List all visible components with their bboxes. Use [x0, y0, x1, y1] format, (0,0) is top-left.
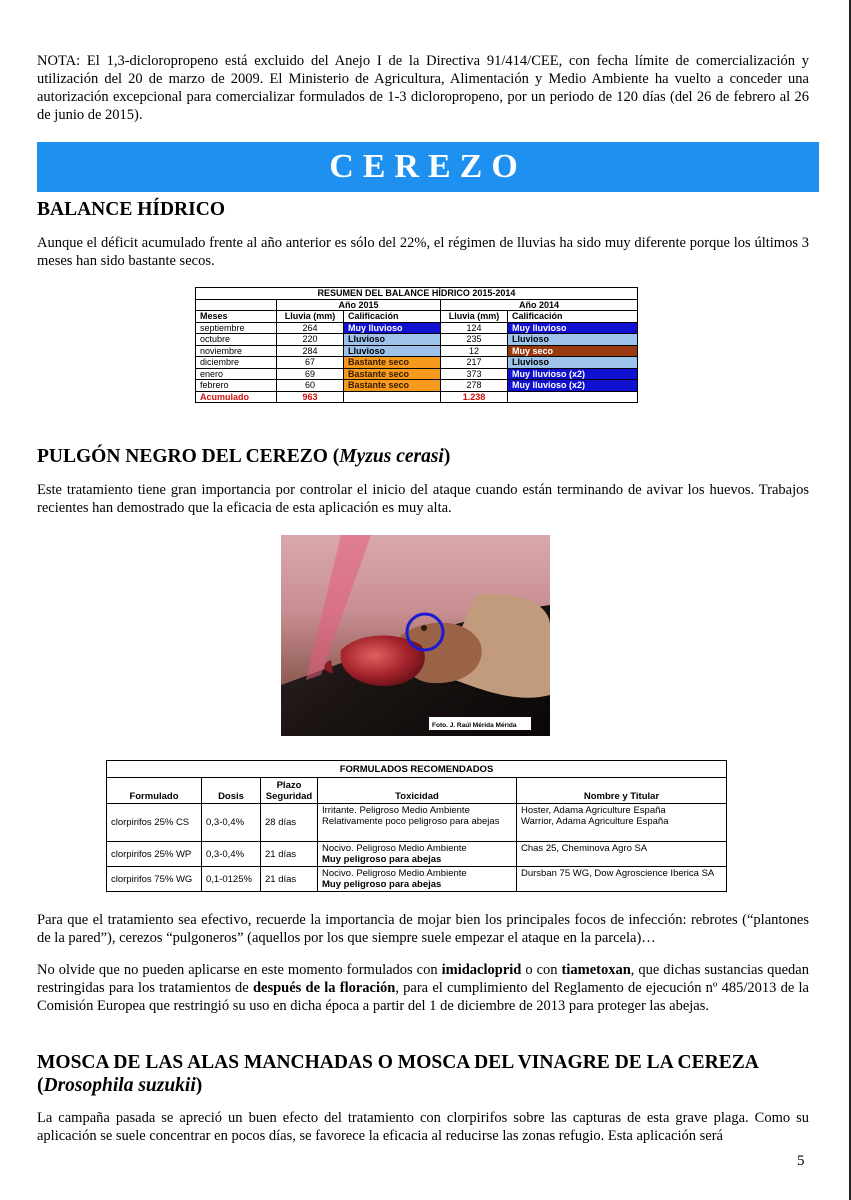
nombre-cell: Dursban 75 WG, Dow Agroscience Iberica SA — [517, 867, 727, 892]
page-number: 5 — [797, 1153, 805, 1169]
toxicidad-cell: Nocivo. Peligroso Medio Ambiente Muy peligroso para abejas — [318, 867, 517, 892]
col-month: Meses — [196, 311, 277, 323]
rain-cell: 284 — [277, 345, 344, 357]
rating-cell: Muy lluvioso (x2) — [508, 368, 638, 380]
dosis-cell: 0,3-0,4% — [202, 842, 261, 867]
table-row — [196, 368, 638, 380]
total-2014: 1.238 — [441, 391, 508, 403]
photo-credit: Foto. J. Raúl Mérida Mérida — [432, 722, 517, 729]
pulgon-paragraph-3: No olvide que no pueden aplicarse en este momento formulados con imidacloprid o con tiametoxan, que dichas sustancias quedan restringidas para los tratamientos de después de la floración, para el cumplimiento del Reglamento de ejecución nº 485/2013 de la Comisión Europea que restringió su uso en dicha época a partir del 1 de diciembre de 2013 para proteger las abejas. — [37, 962, 809, 1014]
col-rain-2014: Lluvia (mm) — [441, 311, 508, 323]
rain-cell: 60 — [277, 380, 344, 392]
formulados-table — [106, 760, 727, 892]
formulado-cell: clorpirifos 25% WP — [107, 842, 202, 867]
table-row — [107, 804, 727, 842]
balance-table-title: RESUMEN DEL BALANCE HÍDRICO 2015-2014 — [196, 288, 638, 300]
rating-cell: Lluvioso — [344, 334, 441, 346]
rain-cell: 69 — [277, 368, 344, 380]
toxicidad-cell: Nocivo. Peligroso Medio Ambiente Muy peligroso para abejas — [318, 842, 517, 867]
pulgon-paragraph-2: Para que el tratamiento sea efectivo, recuerde la importancia de mojar bien los principales focos de infección: rebrotes (“plantones de la pared”), cerezos “pulgoneros” (aquellos por los que siempre suele empezar el ataque en la parcela)… — [37, 912, 809, 946]
balance-table — [195, 287, 638, 403]
mosca-paragraph: La campaña pasada se apreció un buen efecto del tratamiento con clorpirifos sobre las capturas de esta grave plaga. Como su aplicación se suele concentrar en pocos días, se favorece la eficacia al reducirse las zonas refugio. Esta aplicación será — [37, 1110, 809, 1144]
heading-balance: BALANCE HÍDRICO — [37, 199, 225, 220]
table-row — [107, 867, 727, 892]
total-row — [196, 391, 638, 403]
rating-cell: Muy lluvioso (x2) — [508, 380, 638, 392]
plazo-cell: 21 días — [261, 867, 318, 892]
toxicidad-cell: Irritante. Peligroso Medio Ambiente Relativamente poco peligroso para abejas — [318, 804, 517, 842]
rating-cell: Muy lluvioso — [344, 322, 441, 334]
rain-cell: 67 — [277, 357, 344, 369]
col-dosis: Dosis — [202, 778, 261, 804]
table-row — [196, 322, 638, 334]
rain-cell: 217 — [441, 357, 508, 369]
rain-cell: 12 — [441, 345, 508, 357]
table-row — [196, 334, 638, 346]
formulado-cell: clorpirifos 25% CS — [107, 804, 202, 842]
plazo-cell: 21 días — [261, 842, 318, 867]
col-nombre: Nombre y Titular — [517, 778, 727, 804]
table-row — [196, 345, 638, 357]
note-paragraph: NOTA: El 1,3-dicloropropeno está excluido del Anejo I de la Directiva 91/414/CEE, con fecha límite de comercialización y utilización del 20 de marzo de 2009. El Ministerio de Agricultura, Alimentación y Medio Ambiente ha vuelto a conceder una autorización excepcional para comercializar formulados de 1-3 dicloropropeno, por un periodo de 120 días (del 26 de febrero al 26 de junio de 2015). — [37, 53, 809, 123]
month-cell: diciembre — [196, 357, 277, 369]
formulados-title: FORMULADOS RECOMENDADOS — [107, 761, 727, 778]
aphid-photo — [281, 535, 550, 736]
year-2014-header: Año 2014 — [441, 299, 638, 311]
month-cell: noviembre — [196, 345, 277, 357]
balance-paragraph: Aunque el déficit acumulado frente al año anterior es sólo del 22%, el régimen de lluvias ha sido muy diferente porque los últimos 3 meses han sido bastante secos. — [37, 235, 809, 269]
rating-cell: Muy seco — [508, 345, 638, 357]
dosis-cell: 0,1-0125% — [202, 867, 261, 892]
rain-cell: 264 — [277, 322, 344, 334]
plazo-cell: 28 días — [261, 804, 318, 842]
table-row — [107, 842, 727, 867]
table-row — [196, 357, 638, 369]
total-label: Acumulado — [196, 391, 277, 403]
rating-cell: Lluvioso — [344, 345, 441, 357]
year-2015-header: Año 2015 — [277, 299, 441, 311]
nombre-cell: Hoster, Adama Agriculture España Warrior, Adama Agriculture España — [517, 804, 727, 842]
nombre-cell: Chas 25, Cheminova Agro SA — [517, 842, 727, 867]
heading-mosca: MOSCA DE LAS ALAS MANCHADAS O MOSCA DEL VINAGRE DE LA CEREZA (Drosophila suzukii) — [37, 1052, 759, 1096]
rain-cell: 235 — [441, 334, 508, 346]
col-rain-2015: Lluvia (mm) — [277, 311, 344, 323]
rain-cell: 278 — [441, 380, 508, 392]
col-cal-2015: Calificación — [344, 311, 441, 323]
pulgon-paragraph: Este tratamiento tiene gran importancia por controlar el inicio del ataque cuando están terminando de avivar los huevos. Trabajos recientes han demostrado que la eficacia de esta aplicación es muy alta. — [37, 482, 809, 516]
col-plazo: Plazo Seguridad — [261, 778, 318, 804]
rating-cell: Lluvioso — [508, 334, 638, 346]
rain-cell: 124 — [441, 322, 508, 334]
month-cell: febrero — [196, 380, 277, 392]
rating-cell: Bastante seco — [344, 380, 441, 392]
formulado-cell: clorpirifos 75% WG — [107, 867, 202, 892]
rating-cell: Lluvioso — [508, 357, 638, 369]
heading-pulgon: PULGÓN NEGRO DEL CEREZO (Myzus cerasi) — [37, 446, 451, 467]
col-cal-2014: Calificación — [508, 311, 638, 323]
rating-cell: Muy lluvioso — [508, 322, 638, 334]
rain-cell: 220 — [277, 334, 344, 346]
section-banner: CEREZO — [37, 142, 819, 192]
dosis-cell: 0,3-0,4% — [202, 804, 261, 842]
month-cell: enero — [196, 368, 277, 380]
rain-cell: 373 — [441, 368, 508, 380]
rating-cell: Bastante seco — [344, 357, 441, 369]
table-row — [196, 380, 638, 392]
col-toxicidad: Toxicidad — [318, 778, 517, 804]
total-2015: 963 — [277, 391, 344, 403]
rating-cell: Bastante seco — [344, 368, 441, 380]
month-cell: septiembre — [196, 322, 277, 334]
col-formulado: Formulado — [107, 778, 202, 804]
month-cell: octubre — [196, 334, 277, 346]
